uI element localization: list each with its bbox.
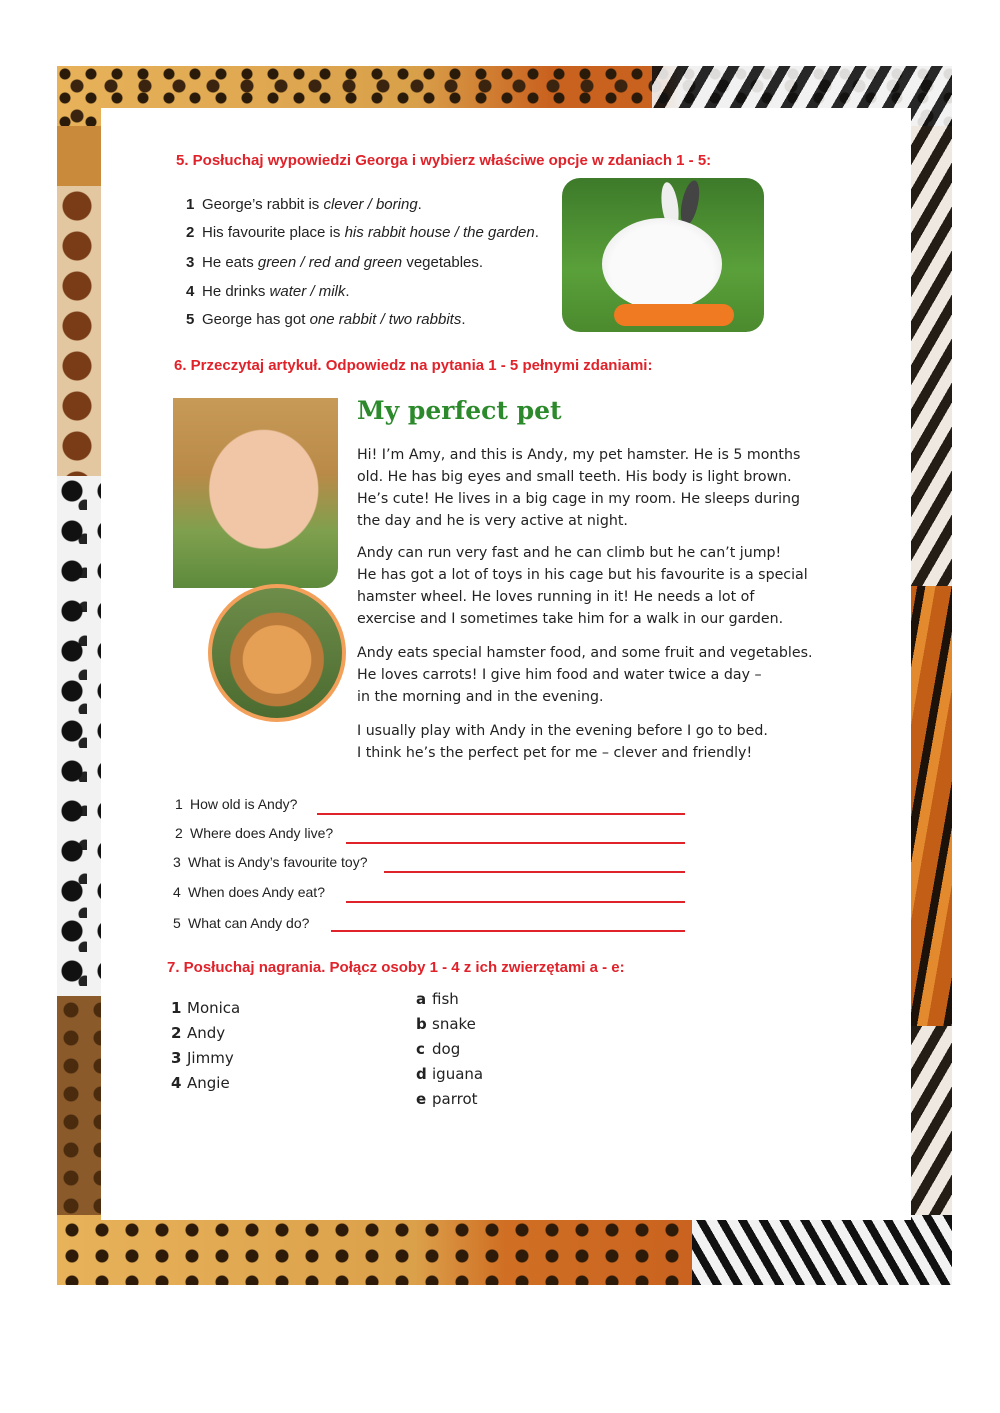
question-text: How old is Andy? xyxy=(190,796,298,812)
item-number: 4 xyxy=(186,283,195,300)
article-line: Andy can run very fast and he can climb but he can’t jump! xyxy=(357,545,782,561)
article-line: I think he’s the perfect pet for me – clever and friendly! xyxy=(357,745,753,761)
question-number: 1 xyxy=(175,796,183,812)
animal-c[interactable] xyxy=(416,1040,460,1058)
person-number: 2 xyxy=(171,1024,182,1042)
item-options[interactable]: water / milk xyxy=(269,283,346,300)
animal-letter: a xyxy=(416,990,427,1008)
article-line: hamster wheel. He loves running in it! He needs a lot of xyxy=(357,589,755,605)
article-line: Andy eats special hamster food, and some fruit and vegetables. xyxy=(357,645,813,661)
person-1[interactable] xyxy=(171,999,240,1017)
question-1 xyxy=(175,796,297,812)
item-options[interactable]: clever / boring xyxy=(323,196,418,213)
article-line: old. He has big eyes and small teeth. His body is light brown. xyxy=(357,469,792,485)
answer-line-2[interactable] xyxy=(346,842,685,844)
question-text: What can Andy do? xyxy=(188,915,310,931)
person-4[interactable] xyxy=(171,1074,230,1092)
article-line: He loves carrots! I give him food and water twice a day – xyxy=(357,667,762,683)
person-2[interactable] xyxy=(171,1024,225,1042)
item-text: His favourite place is xyxy=(202,224,345,241)
question-number: 4 xyxy=(173,884,181,900)
rabbit-photo xyxy=(562,178,764,332)
person-name: Angie xyxy=(187,1074,230,1092)
answer-line-5[interactable] xyxy=(331,930,685,932)
article-line: Hi! I’m Amy, and this is Andy, my pet hamster. He is 5 months xyxy=(357,447,801,463)
article-line: in the morning and in the evening. xyxy=(357,689,604,705)
article-paragraph-4 xyxy=(357,720,768,764)
hamster-photo xyxy=(208,584,346,722)
item-number: 1 xyxy=(186,196,195,213)
article-title: My perfect pet xyxy=(357,396,562,425)
item-text-end: vegetables. xyxy=(402,254,484,271)
person-name: Jimmy xyxy=(187,1049,234,1067)
section6-heading: 6. Przeczytaj artykuł. Odpowiedz na pytania 1 - 5 pełnymi zdaniami: xyxy=(174,357,653,374)
item-number: 2 xyxy=(186,224,195,241)
animal-letter: e xyxy=(416,1090,427,1108)
item-options[interactable]: green / red and green xyxy=(257,254,403,271)
item-options[interactable]: his rabbit house / the garden xyxy=(344,224,535,241)
question-number: 2 xyxy=(175,825,183,841)
item-text-end: . xyxy=(534,224,539,241)
item-text-end: . xyxy=(461,311,466,328)
item-text: He eats xyxy=(202,254,258,271)
question-text: When does Andy eat? xyxy=(188,884,325,900)
animal-name: snake xyxy=(432,1015,476,1033)
animal-name: fish xyxy=(432,990,459,1008)
animal-letter: c xyxy=(416,1040,425,1058)
answer-line-3[interactable] xyxy=(384,871,685,873)
article-paragraph-1 xyxy=(357,444,800,532)
animal-name: iguana xyxy=(432,1065,484,1083)
animal-letter: d xyxy=(416,1065,427,1083)
section5-item-2 xyxy=(186,224,539,241)
article-line: He’s cute! He lives in a big cage in my room. He sleeps during xyxy=(357,491,801,507)
question-number: 3 xyxy=(173,854,181,870)
section7-heading: 7. Posłuchaj nagrania. Połącz osoby 1 - 4 z ich zwierzętami a - e: xyxy=(167,959,625,976)
animal-d[interactable] xyxy=(416,1065,483,1083)
section5-item-1 xyxy=(186,196,422,213)
section5-item-5 xyxy=(186,311,466,328)
zebra-print-bottom xyxy=(692,1215,952,1285)
answer-line-4[interactable] xyxy=(346,901,685,903)
item-options[interactable]: one rabbit / two rabbits xyxy=(309,311,462,328)
animal-name: dog xyxy=(432,1040,461,1058)
item-text-end: . xyxy=(417,196,422,213)
animal-a[interactable] xyxy=(416,990,459,1008)
animal-name: parrot xyxy=(432,1090,478,1108)
person-3[interactable] xyxy=(171,1049,234,1067)
article-line: I usually play with Andy in the evening before I go to bed. xyxy=(357,723,768,739)
animal-letter: b xyxy=(416,1015,427,1033)
girl-photo xyxy=(173,398,338,588)
person-name: Andy xyxy=(187,1024,226,1042)
question-4 xyxy=(173,884,325,900)
person-name: Monica xyxy=(187,999,241,1017)
item-text: He drinks xyxy=(202,283,270,300)
item-text: George’s rabbit is xyxy=(202,196,324,213)
question-text: What is Andy’s favourite toy? xyxy=(188,854,368,870)
person-number: 3 xyxy=(171,1049,182,1067)
question-2 xyxy=(175,825,333,841)
question-3 xyxy=(173,854,368,870)
item-text-end: . xyxy=(345,283,350,300)
question-5 xyxy=(173,915,309,931)
article-line: the day and he is very active at night. xyxy=(357,513,628,529)
question-number: 5 xyxy=(173,915,181,931)
person-number: 1 xyxy=(171,999,182,1017)
animal-b[interactable] xyxy=(416,1015,476,1033)
question-text: Where does Andy live? xyxy=(190,825,334,841)
item-number: 5 xyxy=(186,311,195,328)
article-line: exercise and I sometimes take him for a walk in our garden. xyxy=(357,611,784,627)
item-text: George has got xyxy=(202,311,310,328)
article-line: He has got a lot of toys in his cage but his favourite is a special xyxy=(357,567,808,583)
section5-item-3 xyxy=(186,254,483,271)
article-paragraph-2 xyxy=(357,542,808,630)
answer-line-1[interactable] xyxy=(317,813,685,815)
person-number: 4 xyxy=(171,1074,182,1092)
article-paragraph-3 xyxy=(357,642,812,708)
animal-e[interactable] xyxy=(416,1090,478,1108)
section5-heading: 5. Posłuchaj wypowiedzi Georga i wybierz właściwe opcje w zdaniach 1 - 5: xyxy=(176,152,712,169)
item-number: 3 xyxy=(186,254,195,271)
section5-item-4 xyxy=(186,283,350,300)
